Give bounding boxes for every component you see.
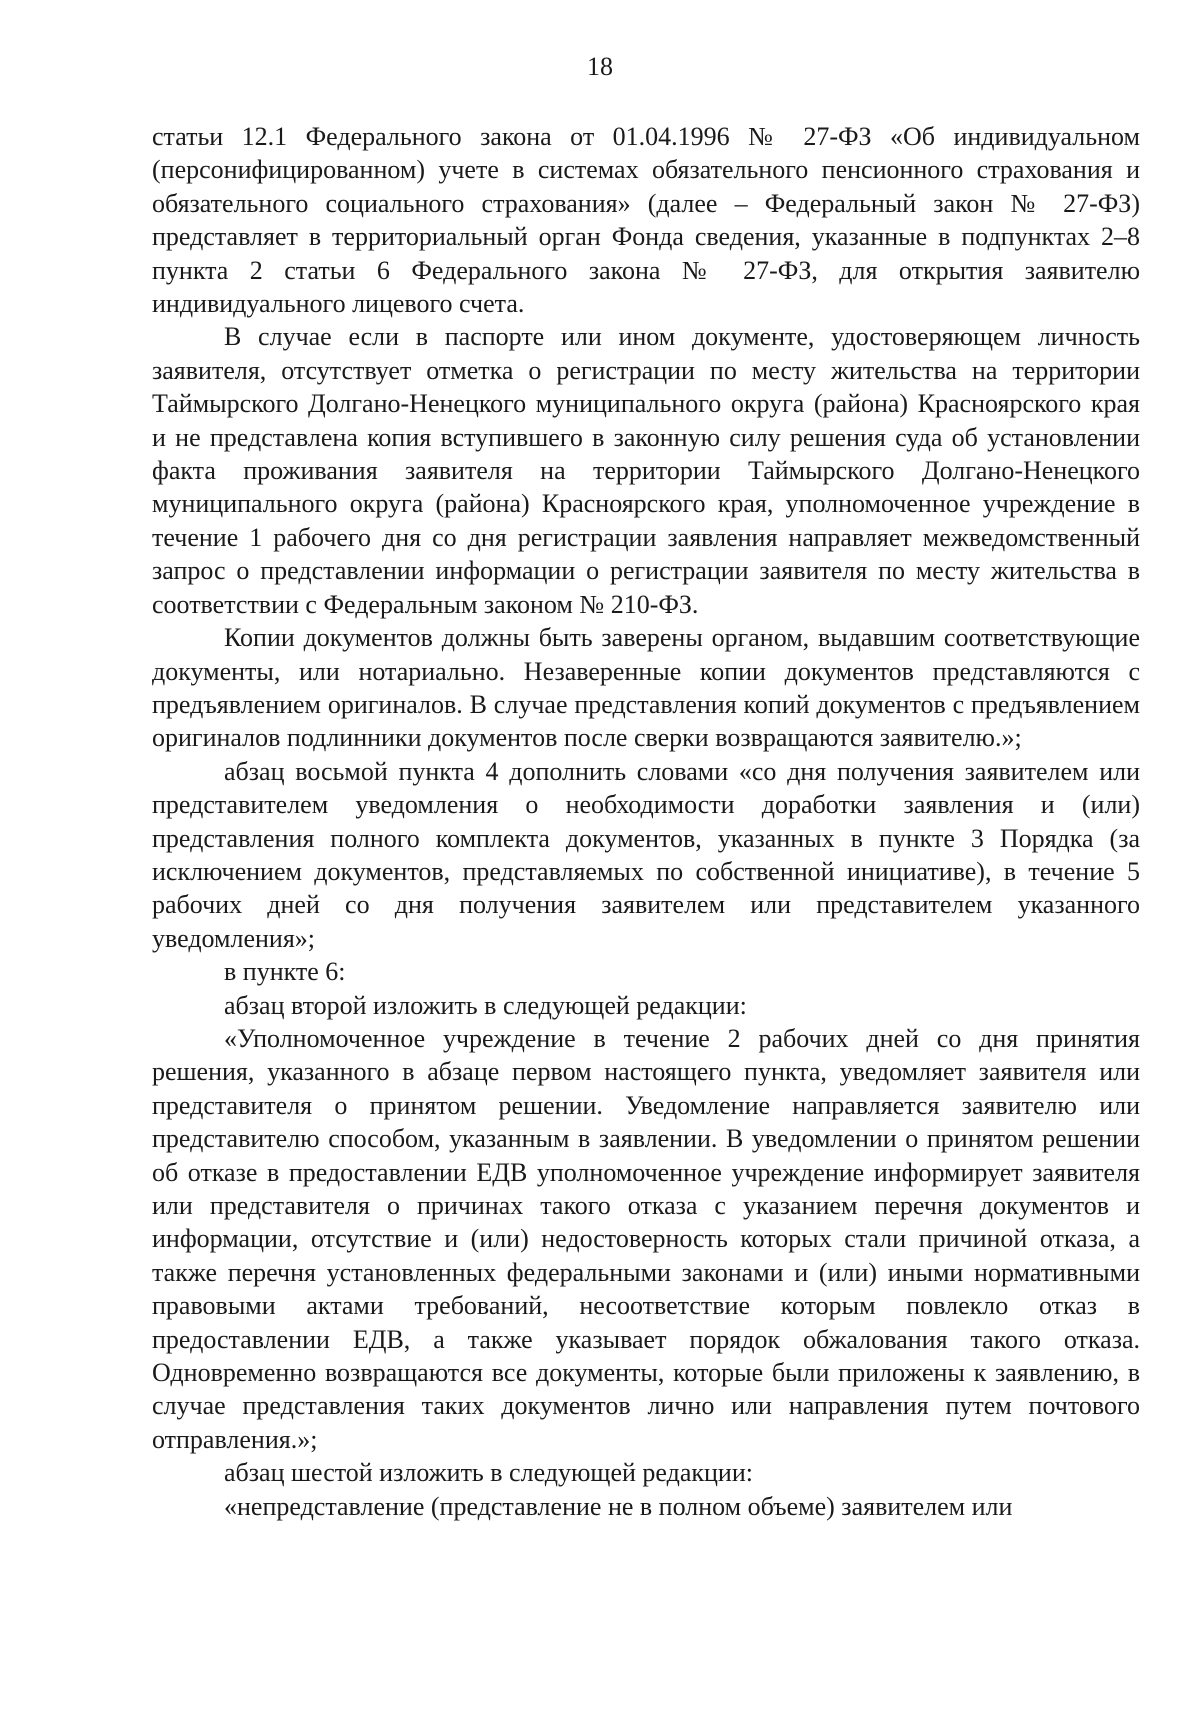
document-paragraph: статьи 12.1 Федерального закона от 01.04.1996 № 27-ФЗ «Об индивидуальном (персонифицированном) учете в системах обязательного пенсионного страхования и обязательного социального страхования» (далее – Федеральный закон № 27-ФЗ) представляет в территориальный орган Фонда сведения, указанные в подпунктах 2–8 пункта 2 статьи 6 Федерального закона № 27-ФЗ, для открытия заявителю индивидуального лицевого счета. <box>152 122 1140 319</box>
document-paragraph: абзац второй изложить в следующей редакции: <box>224 990 747 1020</box>
document-paragraph: «непредставление (представление не в полном объеме) заявителем или <box>224 1491 1013 1521</box>
document-paragraph: абзац восьмой пункта 4 дополнить словами «со дня получения заявителем или представителем уведомления о необходимости доработки заявления и (или) представления полного комплекта документов, указанных в пункте 3 Порядка (за исключением документов, представляемых по собственной инициативе), в течение 5 рабочих дней со дня получения заявителем или представителем указанного уведомления»; <box>152 756 1140 953</box>
document-paragraph: Копии документов должны быть заверены органом, выдавшим соответствующие документы, или нотариально. Незаверенные копии документов представляются с предъявлением оригиналов. В случае представления копий документов с предъявлением оригиналов подлинники документов после сверки возвращаются заявителю.»; <box>152 623 1140 753</box>
document-paragraph: В случае если в паспорте или ином документе, удостоверяющем личность заявителя, отсутствует отметка о регистрации по месту жительства на территории Таймырского Долгано-Ненецкого муниципального округа (района) Красноярского края и не представлена копия вступившего в законную силу решения суда об установлении факта проживания заявителя на территории Таймырского Долгано-Ненецкого муниципального округа (района) Красноярского края, уполномоченное учреждение в течение 1 рабочего дня со дня регистрации заявления направляет межведомственный запрос о представлении информации о регистрации заявителя по месту жительства в соответствии с Федеральным законом № 210-ФЗ. <box>152 322 1140 619</box>
document-body <box>152 120 1140 1523</box>
page-number: 18 <box>587 52 613 81</box>
document-paragraph: «Уполномоченное учреждение в течение 2 рабочих дней со дня принятия решения, указанного в абзаце первом настоящего пункта, уведомляет заявителя или представителя о принятом решении. Уведомление направляется заявителю или представителю способом, указанным в заявлении. В уведомлении о принятом решении об отказе в предоставлении ЕДВ уполномоченное учреждение информирует заявителя или представителя о причинах такого отказа с указанием перечня документов и информации, отсутствие и (или) недостоверность которых стали причиной отказа, а также перечня установленных федеральными законами и (или) иными нормативными правовыми актами требований, несоответствие которым повлекло отказ в предоставлении ЕДВ, а также указывает порядок обжалования такого отказа. Одновременно возвращаются все документы, которые были приложены к заявлению, в случае представления таких документов лично или направления путем почтового отправления.»; <box>152 1023 1140 1454</box>
document-paragraph: в пункте 6: <box>224 957 346 987</box>
document-paragraph: абзац шестой изложить в следующей редакции: <box>224 1458 753 1488</box>
